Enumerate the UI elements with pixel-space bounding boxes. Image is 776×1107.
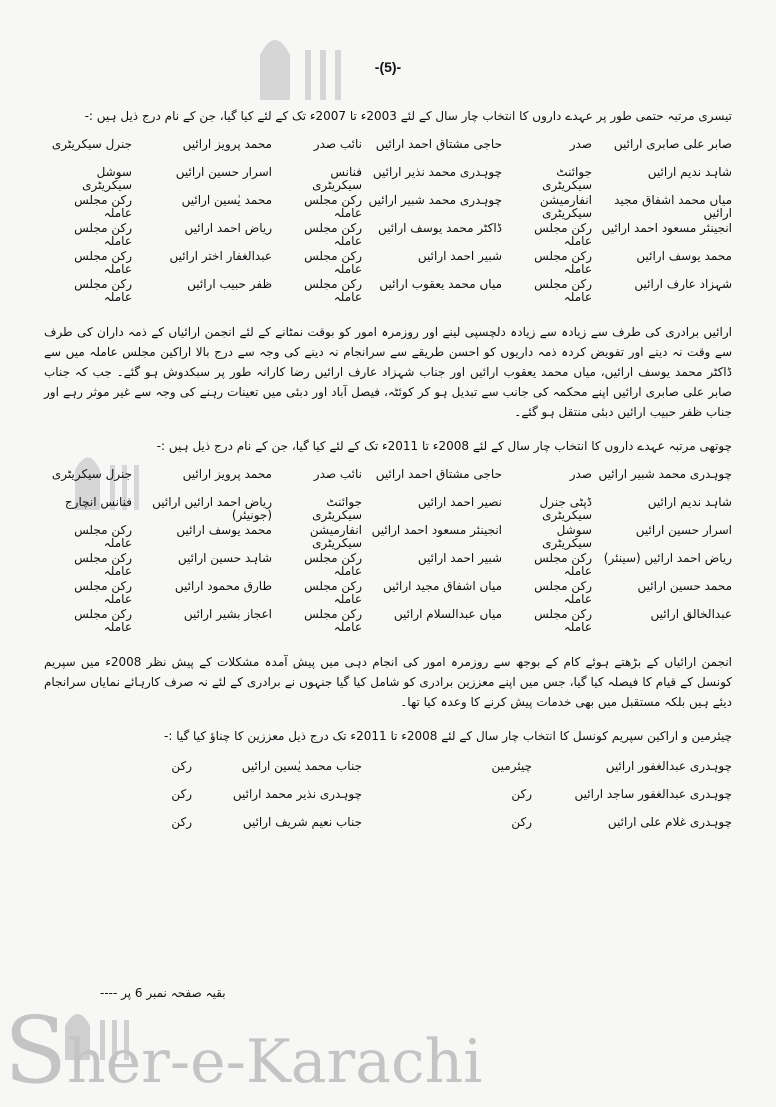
member-name: شاہد حسین ارائیں [177, 551, 272, 565]
section1-heading: تیسری مرتبہ حتمی طور پر عہدے داروں کا انتخاب چار سال کے لئے 2003ء تا 2007ء تک کے لئے کیا گیا، جن کے نام درج ذیل ہیں :- [84, 109, 732, 123]
member-name: جناب نعیم شریف ارائیں [242, 815, 362, 829]
member-role: جوائنٹ سیکریٹری [542, 165, 592, 192]
member-name: محمد پرویز ارائیں [182, 137, 272, 151]
member-name: شبیر احمد ارائیں [417, 249, 502, 263]
paragraph-1 [44, 322, 732, 422]
member-name: میاں محمد اشفاق مجید ارائیں [614, 193, 732, 220]
member-role: چیئرمین [491, 759, 532, 773]
member-name: طارق محمود ارائیں [174, 579, 272, 593]
member-role: رکن مجلس عاملہ [534, 607, 592, 634]
paragraph-line: انجمن ارائیاں کے بڑھتے ہوئے کام کے بوجھ سے روزمرہ امور کی انجام دہی میں پیش آمدہ مشکلات کے پیش نظر 2008ء میں سپریم کونسل کے قیام کا فیصلہ کیا گیا، جس میں اپنے [44, 655, 733, 689]
member-name: حاجی مشتاق احمد ارائیں [375, 467, 502, 481]
member-role: رکن [511, 787, 532, 801]
member-name: جناب محمد یٰسین ارائیں [241, 759, 362, 773]
member-role: رکن مجلس عاملہ [304, 607, 362, 634]
paragraph-line: ذمہ داریوں کو احسن طریقے سے سرانجام نہ دینے کی وجہ سے درج بالا اراکین مجلس عاملہ میں سے ڈاکٹر محمد یوسف ارائیں، میاں محمد یعقوب ارائیں اور جناب شہزاد عارف ارائیں [44, 345, 732, 379]
member-name: شاہد ندیم ارائیں [647, 165, 732, 179]
member-role: نائب صدر [313, 137, 362, 151]
member-role: رکن مجلس عاملہ [534, 221, 592, 248]
office-bearers-table-2003 [44, 138, 732, 304]
member-role: جوائنٹ سیکریٹری [312, 495, 362, 522]
member-name: صابر علی صابری ارائیں [613, 137, 732, 151]
member-name: شبیر احمد ارائیں [417, 551, 502, 565]
paragraph-2 [44, 652, 732, 712]
member-name: محمد حسین ارائیں [637, 579, 732, 593]
member-role: جنرل سیکریٹری [51, 137, 132, 151]
member-name: میاں عبدالسلام ارائیں [393, 607, 502, 621]
paragraph-line: جناب ظفر حبیب ارائیں دبئی منتقل ہو گئے۔ [514, 405, 732, 419]
member-name: میاں اشفاق مجید ارائیں [382, 579, 502, 593]
member-role: رکن مجلس عاملہ [304, 249, 362, 276]
member-name: چوہدری عبدالغفور ساجد ارائیں [574, 787, 732, 801]
member-name: عبدالخالق ارائیں [650, 607, 732, 621]
member-name: ریاض احمد ارائیں ارائیں (جونیئر) [152, 495, 272, 522]
member-role: رکن [171, 787, 192, 801]
member-role: رکن مجلس عاملہ [534, 277, 592, 304]
member-role: رکن [511, 815, 532, 829]
member-name: محمد یوسف ارائیں [176, 523, 272, 537]
member-name: عبدالغفار اختر ارائیں [169, 249, 272, 263]
member-role: صدر [569, 467, 592, 481]
member-role: انفارمیشن سیکریٹری [309, 523, 362, 550]
member-name: اعجاز بشیر ارائیں [183, 607, 272, 621]
member-role: رکن مجلس عاملہ [74, 193, 132, 220]
member-name: انجینئر مسعود احمد ارائیں [601, 221, 732, 235]
member-role: رکن مجلس عاملہ [74, 551, 132, 578]
office-bearers-table-2008 [44, 468, 732, 634]
supreme-council-table [44, 760, 732, 842]
member-name: چوہدری محمد شبیر ارائیں [598, 467, 732, 481]
section2-heading: چوتھی مرتبہ عہدے داروں کا انتخاب چار سال کے لئے 2008ء تا 2011ء تک کے لئے کیا گیا، جن کے نام درج ذیل ہیں :- [156, 439, 732, 453]
member-name: چوہدری نذیر محمد ارائیں [232, 787, 362, 801]
member-role: نائب صدر [313, 467, 362, 481]
member-role: رکن مجلس عاملہ [534, 551, 592, 578]
member-name: چوہدری غلام علی ارائیں [607, 815, 732, 829]
member-role: رکن مجلس عاملہ [304, 277, 362, 304]
member-role: رکن مجلس عاملہ [304, 221, 362, 248]
member-role: رکن مجلس عاملہ [304, 551, 362, 578]
member-name: اسرار حسین ارائیں [635, 523, 732, 537]
member-name: حاجی مشتاق احمد ارائیں [375, 137, 502, 151]
member-name: ڈاکٹر محمد یوسف ارائیں [377, 221, 502, 235]
member-role: صدر [569, 137, 592, 151]
member-role: رکن مجلس عاملہ [534, 249, 592, 276]
member-role: رکن مجلس عاملہ [74, 523, 132, 550]
member-name: اسرار حسین ارائیں [175, 165, 272, 179]
member-name: محمد یٰسین ارائیں [181, 193, 272, 207]
member-name: محمد یوسف ارائیں [636, 249, 732, 263]
continued-note: بقیہ صفحہ نمبر 6 پر ---- [100, 986, 226, 1000]
member-role: رکن مجلس عاملہ [74, 249, 132, 276]
member-name: نصیر احمد ارائیں [417, 495, 502, 509]
member-role: سوشل سیکریٹری [542, 523, 592, 550]
member-role: رکن مجلس عاملہ [74, 221, 132, 248]
member-name: چوہدری محمد نذیر ارائیں [372, 165, 502, 179]
council-heading: چیئرمین و اراکین سپریم کونسل کا انتخاب چار سال کے لئے 2008ء تا 2011ء تک درج ذیل معززین کا چناؤ کیا گیا :- [164, 729, 732, 743]
watermark-logo: Sher-e-Karachi [4, 997, 483, 1104]
member-role: فنانس سیکریٹری [312, 165, 362, 192]
paragraph-line: رضا کارانہ طور پر سبکدوش ہو گئے۔ جب کہ جناب صابر علی صابری ارائیں اپنے محکمہ کی جانب سے تبدیل ہو کر کوئٹہ، فیصل آباد اور دبئی میں تعینات رہنے کی وجہ سے غیر موثر رہے اور [44, 365, 732, 399]
paragraph-line: ارائیں برادری کی طرف سے زیادہ سے زیادہ دلچسپی لینے اور روزمرہ امور کو بوقت نمٹانے کے لئے انجمن ارائیاں کے ذمہ داران کی طرف سے وقت نہ دینے اور تفویض کردہ [44, 325, 733, 359]
paragraph-line: معززین برادری کو شامل کیا گیا جنہوں نے برادری کے لئے نہ صرف کارہائے نمایاں سرانجام دیئے ہیں بلکہ مستقبل میں بھی خدمات پیش کرنے کا وعدہ کیا تھا۔ [44, 675, 732, 709]
member-name: چوہدری عبدالغفور ارائیں [605, 759, 732, 773]
member-role: سوشل سیکریٹری [82, 165, 132, 192]
page-number: -(5)- [374, 59, 402, 75]
member-role: جنرل سیکریٹری [51, 467, 132, 481]
member-role: رکن مجلس عاملہ [74, 579, 132, 606]
member-name: شاہد ندیم ارائیں [647, 495, 732, 509]
member-name: محمد پرویز ارائیں [182, 467, 272, 481]
member-role: رکن مجلس عاملہ [534, 579, 592, 606]
member-role: رکن [171, 759, 192, 773]
member-role: فنانس انچارج [64, 495, 132, 509]
member-name: ظفر حبیب ارائیں [187, 277, 272, 291]
member-name: شہزاد عارف ارائیں [634, 277, 732, 291]
member-role: رکن مجلس عاملہ [74, 607, 132, 634]
member-name: چوہدری محمد شبیر ارائیں [368, 193, 502, 207]
member-role: رکن مجلس عاملہ [304, 193, 362, 220]
member-role: رکن [171, 815, 192, 829]
member-role: رکن مجلس عاملہ [304, 579, 362, 606]
member-role: ڈپٹی جنرل سیکریٹری [539, 495, 592, 522]
member-role: رکن مجلس عاملہ [74, 277, 132, 304]
member-name: ریاض احمد ارائیں (سینئر) [603, 551, 732, 565]
member-name: انجینئر مسعود احمد ارائیں [371, 523, 502, 537]
member-name: میاں محمد یعقوب ارائیں [379, 277, 502, 291]
member-name: ریاض احمد ارائیں [184, 221, 272, 235]
member-role: انفارمیشن سیکریٹری [539, 193, 592, 220]
